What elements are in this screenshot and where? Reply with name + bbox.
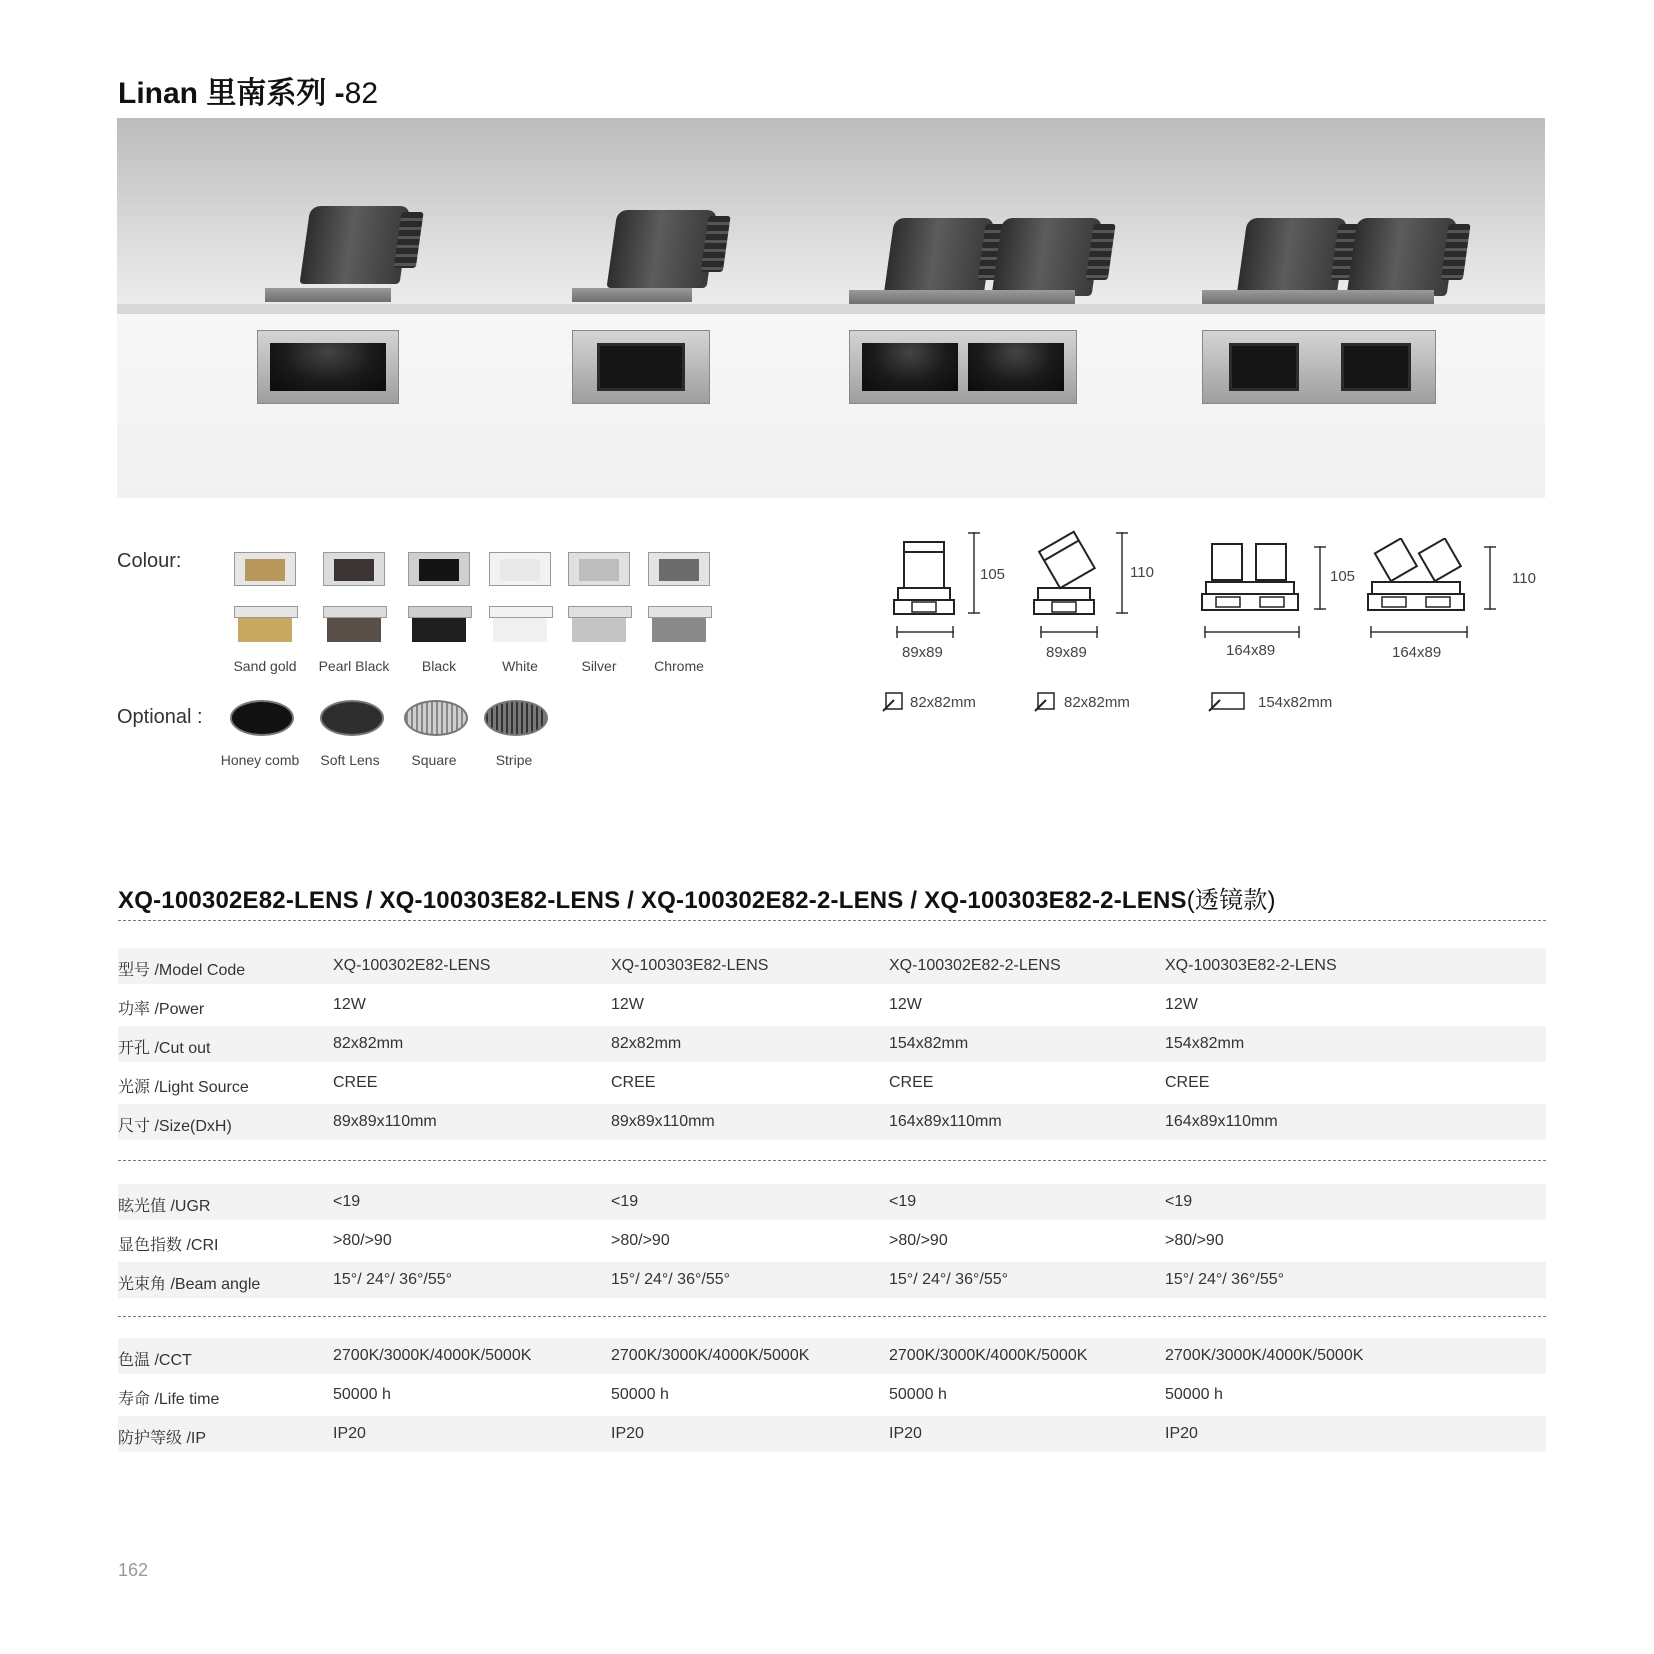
- spec-value: 12W: [611, 996, 644, 1013]
- page-title: Linan 里南系列 -82: [118, 77, 379, 110]
- spec-value: CREE: [611, 1074, 656, 1091]
- spec-value: 2700K/3000K/4000K/5000K: [1165, 1347, 1364, 1364]
- colour-swatch-trim: [489, 552, 551, 586]
- spec-row: [118, 1262, 1546, 1298]
- height-label-4: 110: [1512, 570, 1536, 587]
- spec-value: XQ-100303E82-2-LENS: [1165, 957, 1337, 974]
- optional-lens: [320, 700, 384, 736]
- cutout-icon: [1208, 692, 1246, 712]
- spec-value: 15°/ 24°/ 36°/55°: [889, 1271, 1009, 1288]
- width-label-3: 164x89: [1226, 642, 1276, 659]
- dashed-divider: [118, 1160, 1546, 1161]
- spec-value: 82x82mm: [611, 1035, 682, 1052]
- dashed-divider: [118, 1316, 1546, 1317]
- spec-value: 50000 h: [1165, 1386, 1223, 1403]
- optional-name: Stripe: [495, 752, 533, 768]
- height-label-3: 105: [1330, 568, 1356, 585]
- spec-value: IP20: [1165, 1425, 1198, 1442]
- spec-value: >80/>90: [1165, 1232, 1224, 1249]
- spec-value: 154x82mm: [889, 1035, 969, 1052]
- spec-row: [118, 1338, 1546, 1374]
- spec-row: [118, 987, 1546, 1023]
- spec-value: 89x89x110mm: [333, 1113, 437, 1130]
- height-marker-1: [968, 532, 980, 614]
- spec-value: 2700K/3000K/4000K/5000K: [611, 1347, 810, 1364]
- spec-label: 显色指数 /CRI: [118, 1237, 219, 1254]
- colour-swatch-trim: [648, 552, 710, 586]
- spec-value: 15°/ 24°/ 36°/55°: [1165, 1271, 1285, 1288]
- spec-value: <19: [333, 1193, 361, 1210]
- spec-row: [118, 1026, 1546, 1062]
- spec-value: XQ-100302E82-LENS: [333, 957, 491, 974]
- width-marker-2: [1040, 626, 1098, 638]
- spec-label: 尺寸 /Size(DxH): [118, 1118, 232, 1135]
- spec-value: IP20: [333, 1425, 366, 1442]
- spec-value: IP20: [611, 1425, 644, 1442]
- spec-value: 50000 h: [611, 1386, 669, 1403]
- dimension-drawing-4: [1366, 538, 1468, 620]
- cutout-icon: [1034, 692, 1056, 712]
- spec-value: 15°/ 24°/ 36°/55°: [333, 1271, 453, 1288]
- colour-label: Colour:: [117, 550, 182, 572]
- spec-value: <19: [1165, 1193, 1193, 1210]
- colour-swatch-trim: [408, 552, 470, 586]
- optional-lens: [230, 700, 294, 736]
- cutout-icon: [882, 692, 904, 712]
- spec-value: 2700K/3000K/4000K/5000K: [889, 1347, 1088, 1364]
- spec-value: IP20: [889, 1425, 922, 1442]
- colour-swatch-trim: [323, 552, 385, 586]
- dimension-drawing-3: [1200, 540, 1300, 620]
- spec-label: 寿命 /Life time: [118, 1391, 220, 1408]
- spec-value: 164x89x110mm: [889, 1113, 1002, 1130]
- dimension-drawing-1: [890, 530, 980, 620]
- colour-name: Sand gold: [233, 658, 297, 674]
- optional-name: Square: [411, 752, 457, 768]
- dimension-drawing-2: [1030, 528, 1120, 620]
- optional-label: Optional :: [117, 706, 203, 728]
- spec-value: CREE: [889, 1074, 934, 1091]
- spec-value: 89x89x110mm: [611, 1113, 715, 1130]
- cutout-label-1: 82x82mm: [910, 694, 976, 711]
- width-marker-1: [896, 626, 954, 638]
- cutout-label-2: 82x82mm: [1064, 694, 1130, 711]
- spec-row: [118, 1377, 1546, 1413]
- spec-label: 眩光值 /UGR: [118, 1198, 211, 1215]
- spec-value: >80/>90: [611, 1232, 670, 1249]
- colour-swatch-body: [489, 606, 551, 644]
- spec-row: [118, 1184, 1546, 1220]
- spec-label: 色温 /CCT: [118, 1352, 192, 1369]
- width-label-1: 89x89: [902, 644, 943, 661]
- spec-label: 防护等级 /IP: [118, 1430, 207, 1447]
- spec-value: XQ-100303E82-LENS: [611, 957, 769, 974]
- spec-label: 光源 /Light Source: [118, 1079, 249, 1096]
- height-marker-2: [1116, 532, 1128, 614]
- spec-row: [118, 948, 1546, 984]
- width-label-4: 164x89: [1392, 644, 1442, 661]
- width-marker-3: [1204, 626, 1300, 638]
- spec-value: <19: [611, 1193, 639, 1210]
- colour-name: Pearl Black: [318, 658, 390, 674]
- spec-title: XQ-100302E82-LENS / XQ-100303E82-LENS / XQ-100302E82-2-LENS / XQ-100303E82-2-LENS(透镜款): [118, 887, 1276, 914]
- spec-value: 50000 h: [333, 1386, 391, 1403]
- colour-swatch-body: [408, 606, 470, 644]
- spec-label: 型号 /Model Code: [118, 962, 246, 979]
- dashed-divider: [118, 920, 1546, 921]
- colour-name: Chrome: [654, 658, 704, 674]
- height-label-1: 105: [980, 566, 1006, 583]
- spec-value: <19: [889, 1193, 917, 1210]
- height-marker-4: [1484, 546, 1496, 610]
- spec-value: 12W: [889, 996, 922, 1013]
- colour-swatch-trim: [234, 552, 296, 586]
- spec-value: 12W: [1165, 996, 1198, 1013]
- width-marker-4: [1370, 626, 1468, 638]
- spec-label: 开孔 /Cut out: [118, 1040, 211, 1057]
- colour-name: Black: [421, 658, 457, 674]
- colour-name: White: [502, 658, 538, 674]
- colour-name: Silver: [581, 658, 617, 674]
- colour-swatch-body: [648, 606, 710, 644]
- spec-value: XQ-100302E82-2-LENS: [889, 957, 1061, 974]
- colour-swatch-trim: [568, 552, 630, 586]
- height-label-2: 110: [1130, 564, 1154, 581]
- colour-swatch-body: [568, 606, 630, 644]
- optional-name: Honey comb: [220, 752, 300, 768]
- optional-lens: [404, 700, 468, 736]
- spec-value: 164x89x110mm: [1165, 1113, 1278, 1130]
- width-label-2: 89x89: [1046, 644, 1087, 661]
- colour-swatch-body: [234, 606, 296, 644]
- product-hero-image: [117, 118, 1545, 498]
- spec-row: [118, 1223, 1546, 1259]
- spec-value: 12W: [333, 996, 366, 1013]
- colour-swatch-body: [323, 606, 385, 644]
- spec-value: 15°/ 24°/ 36°/55°: [611, 1271, 731, 1288]
- spec-value: 2700K/3000K/4000K/5000K: [333, 1347, 532, 1364]
- spec-value: >80/>90: [333, 1232, 392, 1249]
- spec-value: 82x82mm: [333, 1035, 404, 1052]
- spec-value: CREE: [333, 1074, 378, 1091]
- spec-value: 50000 h: [889, 1386, 947, 1403]
- spec-value: >80/>90: [889, 1232, 948, 1249]
- optional-lens: [484, 700, 548, 736]
- spec-label: 光束角 /Beam angle: [118, 1276, 261, 1293]
- spec-value: CREE: [1165, 1074, 1210, 1091]
- spec-row: [118, 1416, 1546, 1452]
- spec-row: [118, 1065, 1546, 1101]
- spec-label: 功率 /Power: [118, 1001, 205, 1018]
- cutout-label-3: 154x82mm: [1258, 694, 1333, 711]
- spec-value: 154x82mm: [1165, 1035, 1245, 1052]
- page-number: 162: [118, 1560, 149, 1580]
- height-marker-3: [1314, 546, 1326, 610]
- optional-name: Soft Lens: [320, 752, 380, 768]
- ceiling-edge: [117, 304, 1545, 314]
- spec-row: [118, 1104, 1546, 1140]
